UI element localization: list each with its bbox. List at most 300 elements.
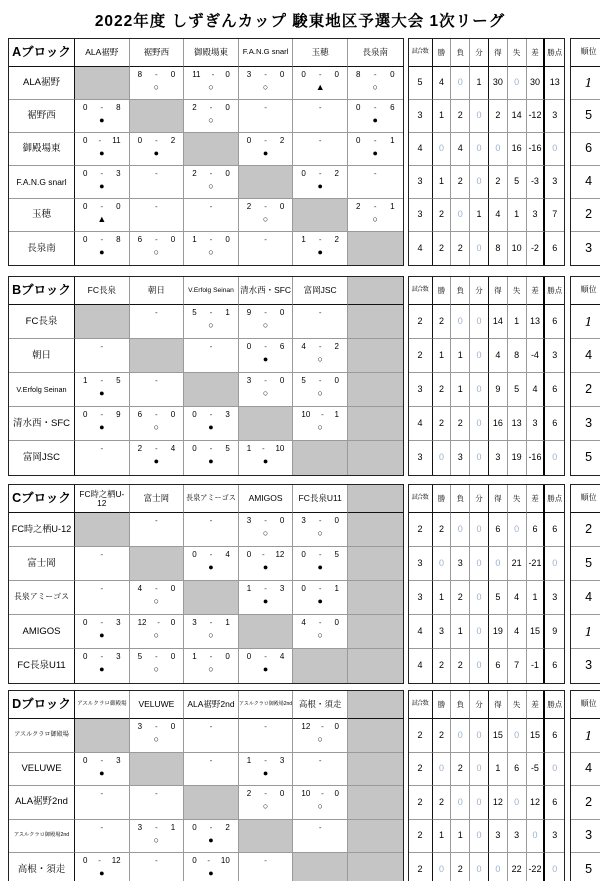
unplayed-cell — [184, 753, 239, 787]
stat-value-cell: 3 — [409, 547, 433, 581]
unplayed-cell — [130, 853, 185, 881]
stat-value-cell: 0 — [508, 67, 527, 100]
team-column-header: 裾野西 — [130, 39, 185, 67]
score-separator: - — [373, 103, 377, 112]
score-separator: - — [209, 235, 213, 244]
stat-value-cell: 6 — [489, 649, 508, 683]
rank-value-cell: 2 — [571, 199, 600, 232]
lose-mark-icon: ● — [262, 354, 269, 364]
stat-value-cell: 0 — [470, 133, 489, 166]
stat-value-cell: 6 — [545, 786, 564, 820]
away-score: 0 — [225, 70, 230, 79]
team-column-header: VELUWE — [130, 691, 185, 719]
stat-value-cell: 0 — [470, 615, 489, 649]
lose-mark-icon: ● — [372, 148, 378, 158]
stats-table — [408, 484, 566, 684]
stat-value-cell: 0 — [433, 547, 452, 581]
team-column-header: FC長泉 — [75, 277, 130, 305]
win-mark-icon: ○ — [262, 320, 269, 330]
home-score: 2 — [192, 169, 197, 178]
score-line — [348, 67, 403, 79]
score-separator: - — [318, 235, 322, 244]
home-score: 2 — [246, 789, 252, 798]
stat-value-cell: 1 — [451, 339, 470, 373]
home-score: 10 — [301, 789, 311, 798]
home-score: 0 — [192, 410, 197, 419]
score-cell — [75, 753, 130, 787]
team-row-header: アスルクラロ御殿場2nd — [9, 820, 75, 854]
score-separator: - — [155, 584, 158, 593]
stat-value-cell: 2 — [489, 100, 508, 133]
block-d — [8, 690, 600, 881]
win-mark-icon: ○ — [153, 664, 160, 674]
team-column-header: F.A.N.G snarl — [239, 39, 294, 67]
team-column-header: アスルクラロ御殿場2nd — [239, 691, 294, 719]
stat-value-cell: 4 — [409, 232, 433, 265]
score-cell — [130, 581, 185, 615]
stat-value-cell: 3 — [545, 166, 564, 199]
team-column-header: FC長泉U11 — [293, 485, 348, 513]
stat-value-cell: 0 — [545, 133, 564, 166]
stat-value-cell: 3 — [451, 441, 470, 475]
home-score: 0 — [192, 444, 197, 453]
filler-cell — [348, 820, 403, 854]
home-score: 0 — [246, 652, 252, 661]
stat-value-cell: 4 — [409, 649, 433, 683]
unplayed-dash: - — [100, 444, 104, 453]
score-cell — [130, 133, 185, 166]
home-score: 11 — [192, 70, 201, 79]
unplayed-cell — [130, 166, 185, 199]
score-separator: - — [264, 652, 267, 661]
away-score: 8 — [116, 235, 121, 244]
lose-mark-icon: ● — [99, 388, 105, 398]
score-separator: - — [155, 652, 158, 661]
score-cell — [293, 786, 348, 820]
score-line — [75, 199, 129, 211]
away-score: 1 — [334, 410, 339, 419]
stat-value-cell: 2 — [451, 100, 470, 133]
score-cell — [239, 441, 294, 475]
away-score: 0 — [279, 70, 285, 79]
stats-column-header: 得 — [489, 277, 508, 305]
team-column-header: 長泉アミーゴス — [184, 485, 239, 513]
lose-mark-icon: ● — [208, 562, 214, 572]
win-mark-icon: ○ — [317, 734, 323, 744]
home-score: 1 — [301, 235, 306, 244]
score-line — [75, 615, 129, 627]
score-separator: - — [155, 136, 158, 145]
stat-value-cell: 9 — [489, 373, 508, 407]
stat-value-cell: 2 — [409, 513, 433, 547]
score-line — [75, 232, 129, 244]
score-line — [130, 719, 184, 731]
stat-value-cell: 6 — [545, 232, 564, 265]
stats-column-header: 勝点 — [545, 277, 564, 305]
score-cell — [239, 513, 294, 547]
win-mark-icon: ○ — [317, 801, 323, 811]
lose-mark-icon: ● — [208, 422, 214, 432]
home-score: 6 — [137, 235, 143, 244]
filler-cell — [348, 649, 403, 683]
stat-value-cell: 2 — [433, 232, 452, 265]
self-cell — [75, 513, 130, 547]
block-label: Bブロック — [9, 277, 75, 305]
away-score: 0 — [279, 516, 285, 525]
score-separator: - — [262, 550, 265, 559]
filler-header-cell — [348, 277, 403, 305]
home-score: 4 — [301, 342, 306, 351]
block-c — [8, 484, 600, 684]
score-line — [293, 407, 347, 419]
score-line — [130, 615, 184, 627]
stat-value-cell: 1 — [433, 581, 452, 615]
win-mark-icon: ○ — [208, 247, 214, 257]
stats-column-header: 負 — [451, 691, 470, 719]
away-score: 3 — [116, 169, 121, 178]
lose-mark-icon: ● — [317, 181, 323, 191]
rank-column-header: 順位 — [571, 485, 600, 513]
away-score: 6 — [390, 103, 395, 112]
unplayed-cell — [184, 199, 239, 232]
stat-value-cell: 0 — [451, 305, 470, 339]
unplayed-cell — [293, 753, 348, 787]
score-line — [130, 133, 184, 145]
lose-mark-icon: ● — [372, 115, 378, 125]
stat-value-cell: 3 — [409, 199, 433, 232]
unplayed-cell — [184, 513, 239, 547]
away-score: 0 — [170, 235, 176, 244]
away-score: 1 — [334, 584, 339, 593]
away-score: 2 — [170, 136, 176, 145]
rank-value-cell: 1 — [571, 719, 600, 753]
stat-value-cell: 0 — [433, 753, 452, 787]
stat-value-cell: 1 — [508, 305, 527, 339]
score-line — [184, 305, 238, 317]
unplayed-cell — [293, 820, 348, 854]
score-cell — [184, 232, 239, 265]
lose-mark-icon: ● — [317, 247, 323, 257]
win-mark-icon: ○ — [317, 528, 323, 538]
unplayed-cell — [348, 166, 403, 199]
lose-mark-icon: ● — [208, 456, 214, 466]
stat-value-cell: 2 — [409, 719, 433, 753]
lose-mark-icon: ● — [99, 148, 105, 158]
stat-value-cell: 1 — [470, 199, 489, 232]
away-score: 1 — [225, 308, 230, 317]
self-cell — [293, 199, 348, 232]
win-mark-icon: ○ — [317, 630, 323, 640]
stats-column-header: 負 — [451, 485, 470, 513]
home-score: 0 — [83, 755, 88, 765]
stats-column-header: 勝 — [433, 691, 452, 719]
stat-value-cell: 7 — [508, 649, 527, 683]
home-score: 3 — [301, 516, 306, 525]
home-score: 0 — [192, 550, 197, 559]
away-score: 12 — [111, 856, 121, 865]
stat-value-cell: 0 — [470, 373, 489, 407]
rank-value-cell: 1 — [571, 305, 600, 339]
score-separator: - — [318, 584, 322, 593]
team-column-header: 御殿場東 — [184, 39, 239, 67]
score-line — [184, 820, 238, 832]
lose-mark-icon: ● — [99, 664, 105, 674]
home-score: 3 — [137, 722, 143, 731]
stats-column-header: 勝 — [433, 277, 452, 305]
unplayed-cell — [239, 719, 294, 753]
stats-column-header: 分 — [470, 277, 489, 305]
home-score: 0 — [83, 410, 88, 419]
stat-value-cell: 4 — [527, 373, 546, 407]
self-cell — [130, 100, 185, 133]
stat-value-cell: 6 — [489, 513, 508, 547]
self-cell — [75, 67, 130, 100]
score-line — [75, 853, 129, 865]
home-score: 3 — [192, 618, 197, 627]
stats-column-header: 勝点 — [545, 691, 564, 719]
rank-value-cell: 3 — [571, 649, 600, 683]
score-separator: - — [264, 789, 267, 798]
score-cell — [75, 407, 130, 441]
stat-value-cell: 1 — [433, 166, 452, 199]
score-cell — [75, 133, 130, 166]
stats-column-header: 分 — [470, 691, 489, 719]
away-score: 0 — [170, 584, 176, 593]
lose-mark-icon: ● — [99, 422, 105, 432]
lose-mark-icon: ● — [153, 148, 160, 158]
filler-cell — [348, 786, 403, 820]
stats-column-header: 勝点 — [545, 39, 564, 67]
score-separator: - — [264, 516, 267, 525]
team-column-header: 高根・須走 — [293, 691, 348, 719]
away-score: 3 — [116, 652, 121, 661]
self-cell — [293, 649, 348, 683]
home-score: 5 — [192, 308, 197, 317]
stats-table — [408, 38, 566, 266]
score-separator: - — [155, 235, 158, 244]
score-line — [293, 719, 347, 731]
score-line — [75, 100, 129, 112]
stat-value-cell: 6 — [527, 513, 546, 547]
away-score: 3 — [225, 410, 230, 419]
score-cell — [184, 820, 239, 854]
stat-value-cell: 0 — [451, 719, 470, 753]
rank-value-cell: 5 — [571, 441, 600, 475]
home-score: 5 — [137, 652, 143, 661]
score-cell — [184, 305, 239, 339]
unplayed-dash: - — [209, 516, 213, 525]
away-score: 0 — [334, 789, 339, 798]
unplayed-cell — [75, 581, 130, 615]
score-line — [184, 853, 238, 865]
away-score: 1 — [390, 202, 395, 211]
stat-value-cell: 3 — [409, 166, 433, 199]
unplayed-dash: - — [318, 103, 322, 112]
away-score: 2 — [334, 235, 339, 244]
score-cell — [293, 719, 348, 753]
home-score: 0 — [246, 550, 252, 559]
score-line — [130, 581, 184, 593]
score-separator: - — [318, 342, 322, 351]
win-mark-icon: ○ — [262, 214, 269, 224]
stat-value-cell: 2 — [409, 853, 433, 881]
stat-value-cell: 0 — [470, 719, 489, 753]
away-score: 0 — [225, 652, 230, 661]
self-cell — [184, 786, 239, 820]
win-mark-icon: ○ — [372, 82, 378, 92]
score-line — [239, 581, 293, 593]
away-score: 9 — [116, 410, 121, 419]
home-score: 0 — [83, 136, 88, 145]
score-cell — [293, 615, 348, 649]
score-line — [75, 649, 129, 661]
stat-value-cell: 4 — [489, 339, 508, 373]
score-cell — [75, 853, 130, 881]
stat-value-cell: 6 — [545, 407, 564, 441]
score-line — [293, 166, 347, 178]
win-mark-icon: ○ — [317, 388, 323, 398]
stat-value-cell: 2 — [409, 786, 433, 820]
stat-value-cell: 4 — [409, 615, 433, 649]
stat-value-cell: 6 — [545, 373, 564, 407]
block-label: Aブロック — [9, 39, 75, 67]
stat-value-cell: 3 — [451, 547, 470, 581]
away-score: 2 — [279, 136, 285, 145]
win-mark-icon: ○ — [208, 115, 214, 125]
home-score: 8 — [137, 70, 143, 79]
win-mark-icon: ○ — [317, 354, 323, 364]
team-column-header: 長泉南 — [348, 39, 403, 67]
win-mark-icon: ○ — [317, 422, 323, 432]
score-separator: - — [318, 550, 322, 559]
unplayed-dash: - — [264, 103, 267, 112]
stat-value-cell: 0 — [451, 786, 470, 820]
unplayed-cell — [130, 786, 185, 820]
self-cell — [75, 305, 130, 339]
lose-mark-icon: ● — [262, 562, 269, 572]
team-row-header: 富士岡 — [9, 547, 75, 581]
stat-value-cell: 4 — [508, 615, 527, 649]
home-score: 0 — [137, 136, 143, 145]
rank-table — [570, 484, 600, 684]
win-mark-icon: ○ — [153, 734, 160, 744]
lose-mark-icon: ● — [153, 456, 160, 466]
rank-table — [570, 690, 600, 881]
away-score: 4 — [170, 444, 176, 453]
score-separator: - — [264, 342, 267, 351]
unplayed-dash: - — [264, 722, 267, 731]
score-line — [75, 373, 129, 385]
stat-value-cell: -22 — [527, 853, 546, 881]
away-score: 0 — [170, 70, 176, 79]
unplayed-cell — [184, 719, 239, 753]
away-score: 5 — [334, 550, 339, 559]
unplayed-cell — [75, 820, 130, 854]
score-separator: - — [318, 169, 322, 178]
score-separator: - — [321, 722, 324, 731]
score-line — [348, 100, 403, 112]
score-line — [75, 407, 129, 419]
stat-value-cell: 1 — [451, 373, 470, 407]
score-cell — [239, 786, 294, 820]
stats-column-header: 勝点 — [545, 485, 564, 513]
away-score: 0 — [334, 722, 339, 731]
home-score: 3 — [137, 822, 143, 832]
home-score: 0 — [355, 103, 361, 112]
score-line — [184, 441, 238, 453]
win-mark-icon: ○ — [372, 214, 378, 224]
stat-value-cell: 16 — [489, 407, 508, 441]
self-cell — [239, 166, 294, 199]
filler-cell — [348, 581, 403, 615]
score-separator: - — [211, 70, 215, 79]
stat-value-cell: 14 — [508, 100, 527, 133]
filler-cell — [348, 339, 403, 373]
score-cell — [184, 407, 239, 441]
away-score: 10 — [275, 444, 285, 453]
unplayed-dash: - — [318, 308, 322, 317]
stat-value-cell: 8 — [508, 339, 527, 373]
unplayed-cell — [75, 339, 130, 373]
home-score: 0 — [355, 136, 361, 145]
stat-value-cell: 0 — [470, 232, 489, 265]
unplayed-cell — [130, 199, 185, 232]
stat-value-cell: -16 — [527, 133, 546, 166]
score-line — [293, 615, 347, 627]
score-line — [239, 199, 293, 211]
home-score: 0 — [83, 103, 88, 112]
stats-column-header: 負 — [451, 39, 470, 67]
stat-value-cell: 2 — [433, 199, 452, 232]
away-score: 0 — [279, 376, 285, 385]
away-score: 0 — [334, 618, 339, 627]
score-cell — [184, 615, 239, 649]
stat-value-cell: 1 — [433, 100, 452, 133]
team-row-header: 裾野西 — [9, 100, 75, 133]
lose-mark-icon: ● — [99, 868, 105, 878]
away-score: 0 — [334, 376, 339, 385]
home-score: 0 — [192, 856, 197, 865]
stat-value-cell: 2 — [433, 305, 452, 339]
score-separator: - — [100, 410, 104, 419]
score-separator: - — [98, 136, 102, 145]
unplayed-dash: - — [209, 342, 213, 351]
stat-value-cell: 13 — [527, 305, 546, 339]
home-score: 10 — [301, 410, 311, 419]
stat-value-cell: 7 — [545, 199, 564, 232]
score-cell — [348, 100, 403, 133]
score-cell — [293, 373, 348, 407]
stats-table — [408, 276, 566, 476]
score-line — [130, 232, 184, 244]
score-separator: - — [264, 584, 267, 593]
lose-mark-icon: ● — [208, 834, 214, 845]
unplayed-cell — [130, 513, 185, 547]
stat-value-cell: 0 — [470, 407, 489, 441]
stat-value-cell: 0 — [489, 853, 508, 881]
score-separator: - — [100, 652, 104, 661]
stat-value-cell: 3 — [409, 581, 433, 615]
score-separator: - — [155, 410, 158, 419]
team-row-header: ALA裾野 — [9, 67, 75, 100]
score-cell — [184, 441, 239, 475]
score-separator: - — [98, 856, 101, 865]
score-separator: - — [209, 550, 213, 559]
home-score: 12 — [301, 722, 311, 731]
score-cell — [348, 67, 403, 100]
score-line — [184, 166, 238, 178]
win-mark-icon: ○ — [153, 422, 160, 432]
